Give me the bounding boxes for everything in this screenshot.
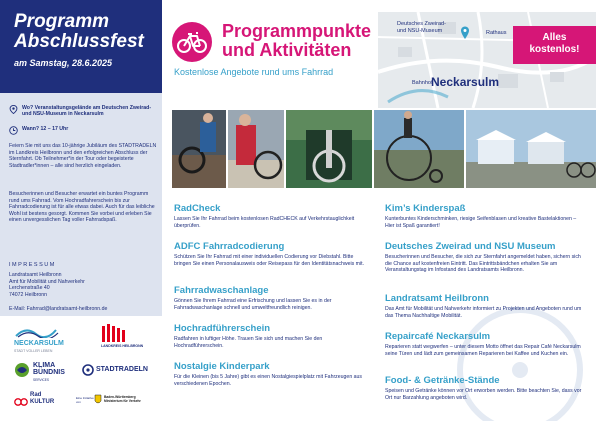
photo-radcheck-graphic [172,110,226,188]
klima-services: SERVICES [33,378,50,382]
address-line: Lerchenstraße 40 [9,285,50,292]
activity-title: Landratsamt Heilbronn [385,293,489,304]
when-text: Wann? 12 – 17 Uhr [22,126,69,132]
radkultur-text [30,392,54,405]
badge-line2: kostenlos! [529,44,580,55]
neckarsulm-tagline: STADT VOLLER LEBEN [14,349,53,353]
page-title-line1: Programmpunkte [222,21,372,41]
bicycle-badge [172,22,212,62]
radkultur-logo-icon [14,394,28,406]
program-title-line2: Abschlussfest [14,31,144,52]
photo-waschanlage-graphic [286,110,372,188]
activity-title: Repaircafé Neckarsulm [385,331,491,342]
contact-email[interactable]: E-Mail: Fahrrad@landratsamt-heilbronn.de [9,306,108,312]
landkreis-logo-text: LANDKREIS HEILBRONN [101,344,144,348]
address-line: Amt für Mobilität und Nahverkehr [9,278,85,285]
left-panel [0,0,162,421]
program-paragraph: Besucherinnen und Besucher erwartet ein buntes Programm rund ums Fahrrad. Vom Hochradfahrerschein bis zur Fahrradcodierung ist für alle etwas dabei. Auch für das leibliche Wohl ist bestens gesorgt. Kommen Sie vorbei und erleben Sie einen unvergesslichen Tag voller Fahrradspaß. [9,191,155,224]
page-title [222,22,371,60]
radkultur-line2: KULTUR [30,398,55,405]
location-pin-icon [9,105,18,114]
activity-text: Gönnen Sie Ihrem Fahrrad eine Erfrischung und lassen Sie es in der Fahrradwaschanlage schnell und umweltfreundlich reinigen. [174,298,332,311]
stadtradeln-logo-text: STADTRADELN [96,366,148,373]
map-city-label: Neckarsulm [431,75,500,89]
free-badge [513,26,596,64]
neckarsulm-logo-icon [14,324,64,338]
event-date: am Samstag, 28.6.2025 [14,58,113,68]
activity-text: Lassen Sie Ihr Fahrrad beim kostenlosen RadCHECK auf Verkehrstauglichkeit überprüfen. [174,216,355,229]
photo-radcheck [172,110,226,188]
activity-text: Besucherinnen und Besucher, die sich zur Sternfahrt angemeldet haben, sichern sich die Chance auf kostenfreien Eintritt. Das Eintrittsbändchen erhalten Sie am Veranstaltungstag im Infostand des Landratsamts Heilbronn. [385,254,581,273]
bw-crest-icon [94,394,102,406]
bicycle-icon [172,22,212,62]
activity-title: Food- & Getränke-Stände [385,375,500,386]
activity-title: ADFC Fahrradcodierung [174,241,285,252]
activity-text: Für die Kleinen (bis 5 Jahre) gibt es einen Nostalgiespielplatz mit Fahrzeugen aus verschiedenen Epochen. [174,374,363,387]
activity-title: RadCheck [174,203,221,214]
activity-title: Fahrradwaschanlage [174,285,269,296]
when-row [9,126,157,135]
where-row [9,105,157,118]
map-label-museum: Deutsches Zweirad- und NSU-Museum [397,21,446,34]
activity-text: Schützen Sie Ihr Fahrrad mit einer individuellen Codierung vor Diebstahl. Bitte bringen Sie einen Personalausweis oder Reisepass für den Identitätsnachweis mit. [174,254,365,267]
activity-text: Radfahren in luftiger Höhe. Trauen Sie sich und machen Sie den Hochradführerschein. [174,336,323,349]
impressum-heading: IMPRESSUM [9,262,56,268]
activity-text: Kunterbuntes Kinderschminken, riesige Seifenblasen und kreative Bastelaktionen – Hier ist Spaß garantiert! [385,216,577,229]
bw-line2: Ministerium für Verkehr [104,399,141,403]
bw-ministry-text [104,395,141,403]
landkreis-logo-icon [102,324,126,342]
intro-paragraph: Feiern Sie mit uns das 10-jährige Jubiläum des STADTRADELN im Landkreis Heilbronn und den erfolgreichen Abschluss der Sternfahrt. Ob Teilnehmer*in der Tour oder begeisterte Stadtradler*innen – alle sind herzlich eingeladen. [9,143,157,169]
bw-line1: Baden-Württemberg [104,395,136,399]
address-line: 74072 Heilbronn [9,291,48,298]
map-label-rathaus: Rathaus [486,30,507,36]
photo-hochrad [374,110,464,188]
photo-codierung-graphic [228,110,284,188]
activity-text: Reparieren statt wegwerfen – unter diesem Motto öffnet das Repair Café Neckarsulm seine Türen und lädt zum gemeinsamen Reparieren bei Kaffee und Kuchen ein. [385,344,581,357]
impressum-address [9,272,157,298]
klima-buendnis-logo-icon [14,362,30,378]
badge-line1: Alles [542,32,567,43]
sponsor-logos [0,316,162,421]
photo-waschanlage [286,110,372,188]
klima-line2: BÜNDNIS [33,369,65,376]
klima-line1: KLIMA [33,362,56,369]
map-label-bahnhof: Bahnhof [412,80,433,86]
photo-codierung [228,110,284,188]
photo-infostand-graphic [466,110,596,188]
activity-title: Hochradführerschein [174,323,271,334]
photo-infostand [466,110,596,188]
program-title-line1: Programm [14,11,110,32]
page-title-line2: und Aktivitäten [222,40,352,60]
where-text: Wo? Veranstaltungsgelände am Deutschen Zweirad- und NSU-Museum in Neckarsulm [22,105,152,118]
activity-text: Speisen und Getränke können vor Ort erworben werden. Bitte beachten Sie, dass vor Ort nur Barzahlung angeboten wird. [385,388,582,401]
initiative-text: Eine Initiative von [76,396,94,404]
page-subtitle: Kostenlose Angebote rund ums Fahrrad [174,67,334,77]
program-title [14,12,144,52]
activity-title: Deutsches Zweirad und NSU Museum [385,241,556,252]
stadtradeln-logo-icon [82,364,94,376]
radkultur-line1: Rad [30,392,42,398]
photo-hochrad-graphic [374,110,464,188]
activity-text: Das Amt für Mobilität und Nahverkehr informiert zu Projekten und Angeboten rund um das Thema Nachhaltige Mobilität. [385,306,582,319]
clock-icon [9,126,18,135]
left-header [0,0,162,93]
address-line: Landratsamt Heilbronn [9,272,62,278]
activity-title: Kim’s Kinderspaß [385,203,466,214]
activity-title: Nostalgie Kinderpark [174,361,270,372]
klima-buendnis-text [33,362,65,376]
neckarsulm-logo-text: NECKARSULM [14,340,64,347]
